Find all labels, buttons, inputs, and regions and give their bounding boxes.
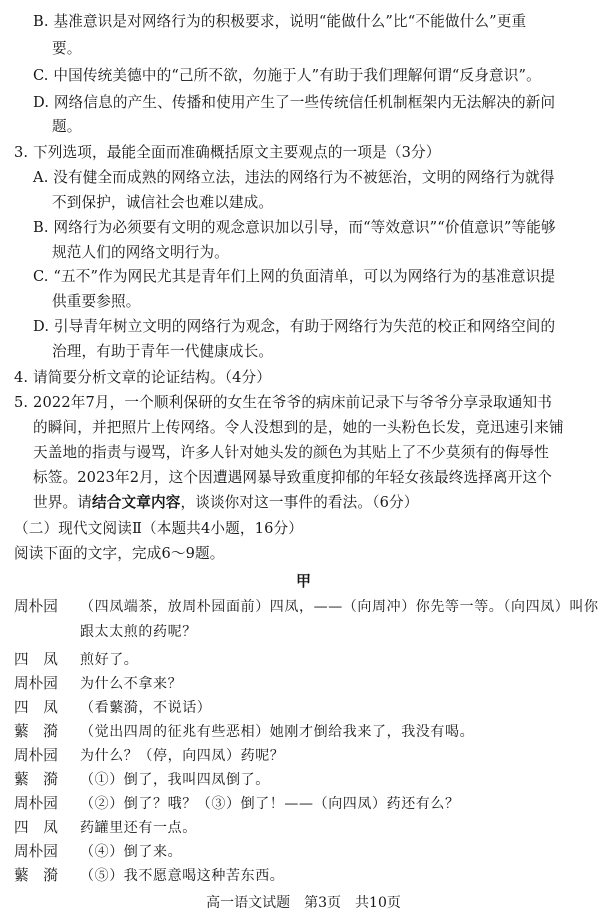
speech-line: 煎好了。	[80, 652, 139, 668]
speaker: 周朴园	[14, 795, 58, 812]
speech-line: （觉出四周的征兆有些恶相）她刚才倒给我来了，我没有喝。	[80, 724, 475, 740]
q2-option-c: C. 中国传统美德中的“己所不欲，勿施于人”有助于我们理解何谓“反身意识”。	[33, 67, 541, 84]
q5-line2: 的瞬间，并把照片上传网络。令人没想到的是，她的一头粉色长发，竟迅速引来铺	[33, 419, 564, 436]
speaker: 蘩 漪	[14, 771, 58, 788]
speech-line: （①）倒了，我叫四凤倒了。	[80, 772, 270, 788]
q3-stem: 3. 下列选项，最能全面而准确概括原文主要观点的一项是（3分）	[14, 144, 441, 161]
q2-option-d-line2: 题。	[52, 118, 82, 135]
q3-option-c-line1: C. “五不”作为网民尤其是青年们上网的负面清单，可以为网络行为的基准意识提	[33, 268, 556, 285]
q5-line5: 世界。请结合文章内容，谈谈你对这一事件的看法。（6分）	[33, 494, 419, 511]
speaker: 周朴园	[14, 747, 58, 764]
speaker: 四 凤	[14, 819, 58, 836]
speaker: 蘩 漪	[14, 723, 58, 740]
page-footer: 高一语文试题 第3页 共10页	[206, 895, 401, 911]
speech-line: （⑤）我不愿意喝这种苦东西。	[80, 868, 285, 884]
reading-instruction: 阅读下面的文字，完成6～9题。	[14, 545, 225, 562]
speaker: 周朴园	[14, 843, 58, 860]
speaker: 四 凤	[14, 699, 58, 716]
q3-option-a-line1: A. 没有健全而成熟的网络立法，违法的网络行为不被惩治，文明的网络行为就得	[33, 169, 555, 186]
speech-line: （④）倒了来。	[80, 844, 183, 860]
q2-option-d-line1: D. 网络信息的产生、传播和使用产生了一些传统信任机制框架内无法解决的新问	[33, 94, 556, 111]
q5-line1: 5. 2022年7月，一个顺利保研的女生在爷爷的病床前记录下与爷爷分享录取通知书	[14, 394, 552, 411]
speech-line: 为什么不拿来？	[80, 676, 183, 692]
speech-line: 药罐里还有一点。	[80, 820, 197, 836]
speech-line: 跟太太煎的药呢？	[80, 624, 197, 640]
q3-option-d-line1: D. 引导青年树立文明的网络行为观念，有助于网络行为失范的校正和网络空间的	[33, 318, 556, 335]
speaker: 周朴园	[14, 675, 58, 692]
speaker: 蘩 漪	[14, 867, 58, 884]
q2-option-b-line2: 要。	[52, 40, 82, 57]
q3-option-c-line2: 供重要参照。	[52, 293, 141, 310]
section-heading: （二）现代文阅读Ⅱ（本题共4小题，16分）	[14, 520, 304, 537]
speaker: 四 凤	[14, 651, 58, 668]
speaker: 周朴园	[14, 598, 58, 615]
q3-option-d-line2: 治理，有助于青年一代健康成长。	[52, 343, 274, 360]
q4-stem: 4. 请简要分析文章的论证结构。（4分）	[14, 369, 272, 386]
speech-line: （②）倒了？哦？（③）倒了！——（向四凤）药还有么？	[80, 796, 460, 812]
q3-option-b-line1: B. 网络行为必须要有文明的观念意识加以引导，而“等效意识”“价值意识”等能够	[33, 219, 556, 236]
q3-option-a-line2: 不到保护，诚信社会也难以建成。	[52, 194, 274, 211]
passage-title: 甲	[295, 572, 311, 590]
speech-line: 为什么？（停，向四凤）药呢？	[80, 748, 285, 764]
q5-line4: 标签。2023年2月，这个因遭遇网暴导致重度抑郁的年轻女孩最终选择离开这个	[33, 469, 552, 486]
q5-line3: 天盖地的指责与谩骂，许多人针对她头发的颜色为其贴上了不少莫须有的侮辱性	[33, 444, 550, 461]
q2-option-b-line1: B. 基准意识是对网络行为的积极要求，说明“能做什么”比“不能做什么”更重	[33, 13, 527, 30]
speech-line: （看蘩漪，不说话）	[80, 700, 212, 716]
speech-line: （四凤端茶，放周朴园面前）四凤，——（向周冲）你先等一等。（向四凤）叫你	[80, 599, 599, 615]
q3-option-b-line2: 规范人们的网络文明行为。	[52, 244, 229, 261]
